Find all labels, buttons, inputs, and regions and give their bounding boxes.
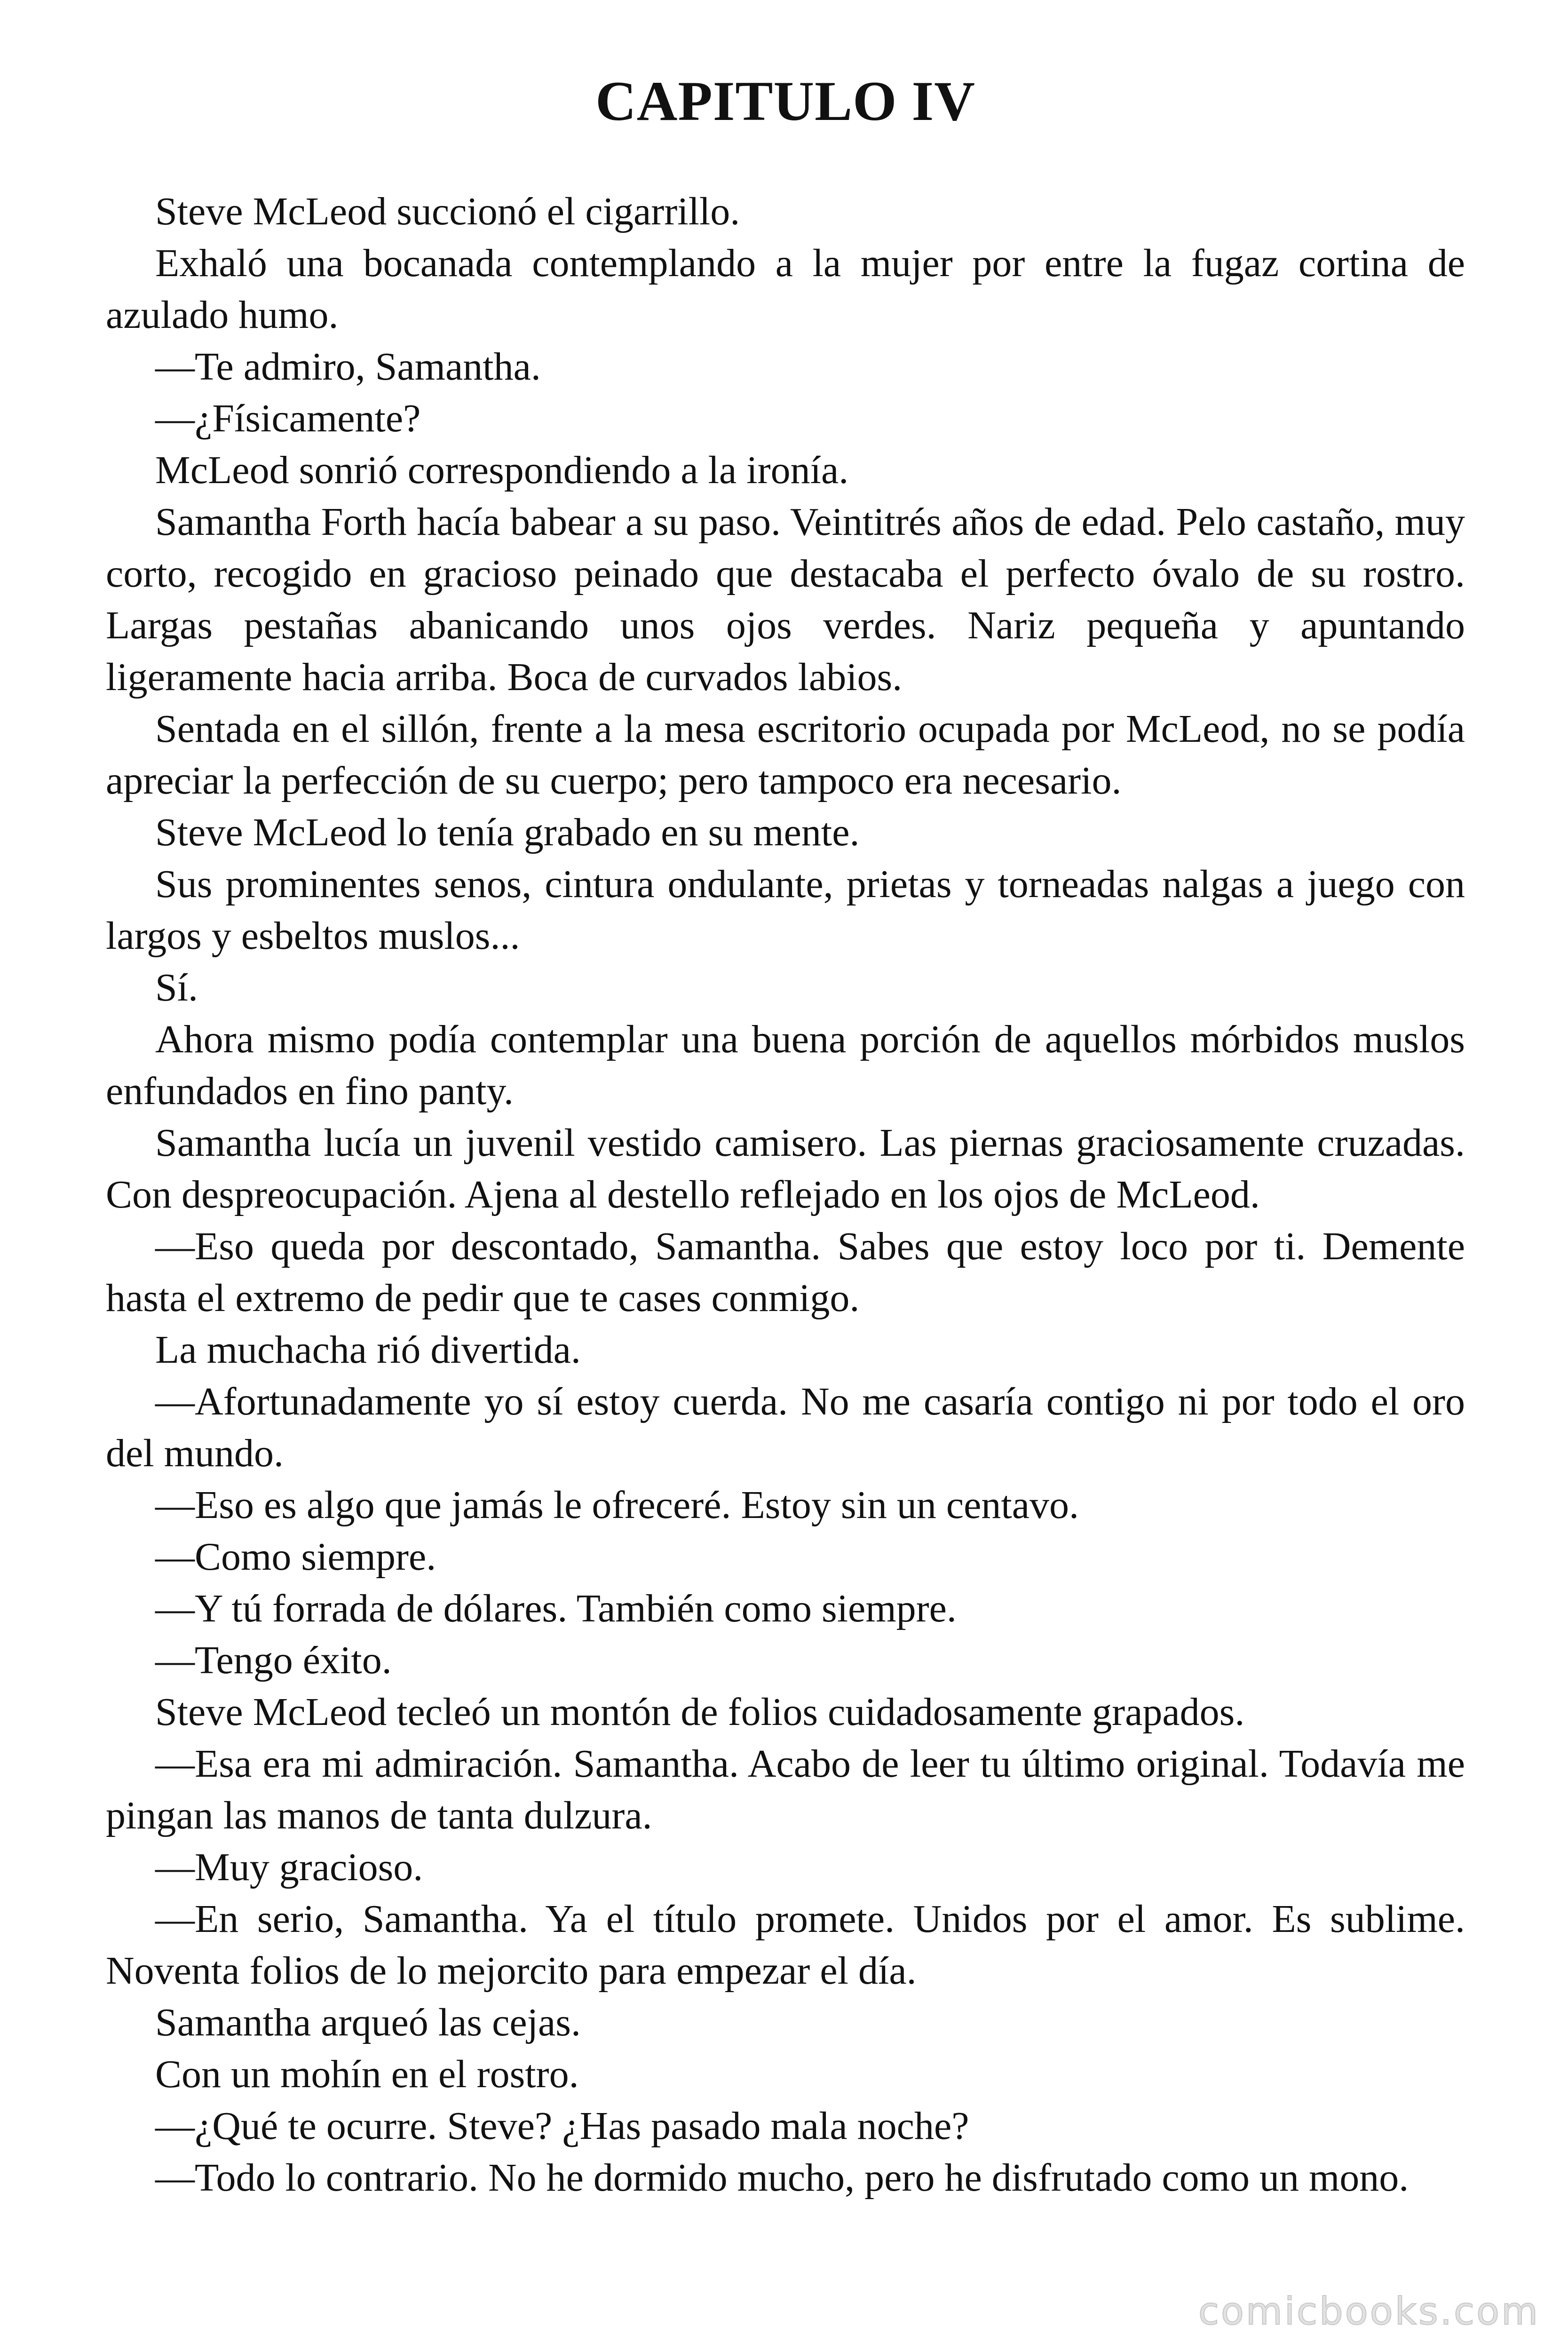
paragraph: —Tengo éxito. bbox=[155, 1638, 392, 1682]
paragraph: Con un mohín en el rostro. bbox=[155, 2052, 579, 2096]
paragraph: McLeod sonrió correspondiendo a la ironía. bbox=[155, 448, 849, 492]
paragraph: —Te admiro, Samantha. bbox=[155, 345, 541, 389]
paragraph: Samantha arqueó las cejas. bbox=[155, 2001, 581, 2044]
paragraph: Sí. bbox=[155, 966, 198, 1009]
paragraph: —Como siempre. bbox=[155, 1535, 436, 1579]
paragraph: Steve McLeod tecleó un montón de folios cuidadosamente grapados. bbox=[155, 1690, 1245, 1734]
paragraph: —En serio, Samantha. Ya el título promete. Unidos por el amor. Es sublime. Noventa folios de lo mejorcito para empezar el día. bbox=[106, 1897, 1465, 1993]
paragraph: —¿Qué te ocurre. Steve? ¿Has pasado mala noche? bbox=[155, 2104, 969, 2148]
book-page bbox=[106, 0, 1465, 2204]
paragraph: Steve McLeod succionó el cigarrillo. bbox=[155, 190, 740, 233]
watermark: comicbooks.com bbox=[1198, 2289, 1540, 2333]
paragraph: Exhaló una bocanada contemplando a la mujer por entre la fugaz cortina de azulado humo. bbox=[106, 241, 1465, 337]
paragraph: —Afortunadamente yo sí estoy cuerda. No me casaría contigo ni por todo el oro del mundo. bbox=[106, 1380, 1465, 1475]
paragraph: Sus prominentes senos, cintura ondulante, prietas y torneadas nalgas a juego con largos y esbeltos muslos... bbox=[106, 862, 1465, 958]
paragraph: Samantha lucía un juvenil vestido camisero. Las piernas graciosamente cruzadas. Con despreocupación. Ajena al destello reflejado en los ojos de McLeod. bbox=[106, 1121, 1465, 1216]
paragraph: —Esa era mi admiración. Samantha. Acabo de leer tu último original. Todavía me pingan las manos de tanta dulzura. bbox=[106, 1742, 1465, 1837]
paragraph: —Muy gracioso. bbox=[155, 1845, 423, 1889]
paragraph: Ahora mismo podía contemplar una buena porción de aquellos mórbidos muslos enfundados en fino panty. bbox=[106, 1017, 1465, 1113]
paragraph: —Todo lo contrario. No he dormido mucho, pero he disfrutado como un mono. bbox=[155, 2156, 1409, 2200]
chapter-title: CAPITULO IV bbox=[595, 70, 975, 132]
paragraph: Steve McLeod lo tenía grabado en su mente. bbox=[155, 810, 860, 854]
chapter-body bbox=[106, 186, 1465, 2204]
paragraph: —¿Físicamente? bbox=[155, 397, 421, 440]
paragraph: —Eso es algo que jamás le ofreceré. Estoy sin un centavo. bbox=[155, 1483, 1079, 1527]
paragraph: —Y tú forrada de dólares. También como siempre. bbox=[155, 1587, 957, 1630]
paragraph: Samantha Forth hacía babear a su paso. Veintitrés años de edad. Pelo castaño, muy corto, recogido en gracioso peinado que destacaba el perfecto óvalo de su rostro. Largas pestañas abanicando unos ojos verdes. Nariz pequeña y apuntando ligeramente hacia arriba. Boca de curvados labios. bbox=[106, 500, 1465, 699]
paragraph: —Eso queda por descontado, Samantha. Sabes que estoy loco por ti. Demente hasta el extremo de pedir que te cases conmigo. bbox=[106, 1224, 1465, 1320]
paragraph: Sentada en el sillón, frente a la mesa escritorio ocupada por McLeod, no se podía apreciar la perfección de su cuerpo; pero tampoco era necesario. bbox=[106, 707, 1465, 803]
paragraph: La muchacha rió divertida. bbox=[155, 1328, 581, 1372]
